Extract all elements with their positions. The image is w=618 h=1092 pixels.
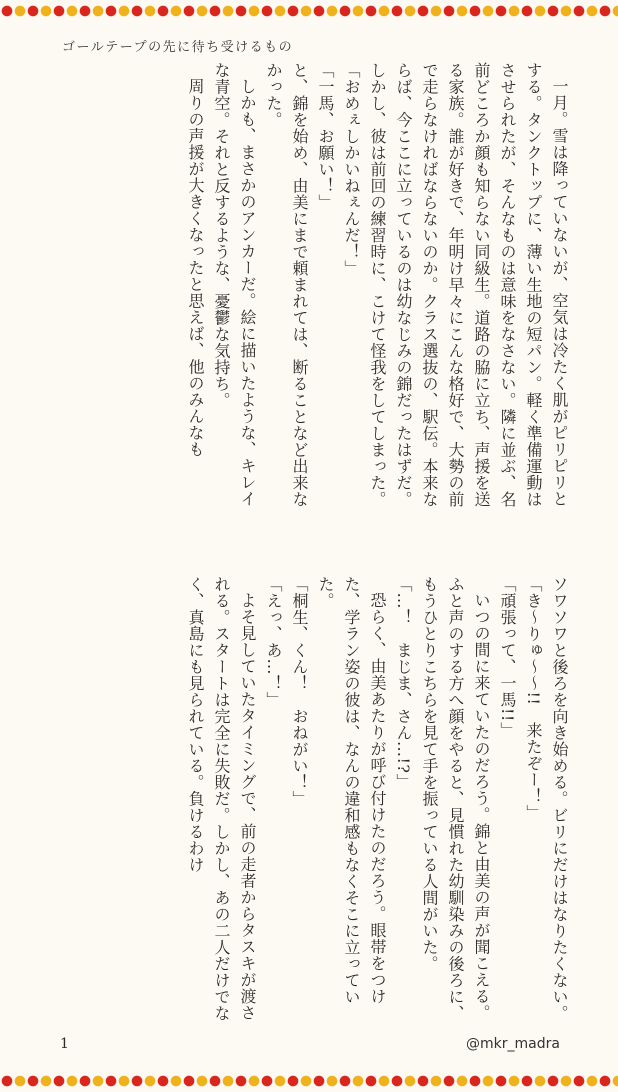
paragraph: 恐らく、由美あたりが呼び付けたのだろう。眼帯をつけた、学ラン姿の彼は、なんの違和感もなくそこに立っていた。	[316, 576, 387, 1005]
paragraph: 周りの声援が大きくなったと思えば、他のみんなも	[186, 78, 205, 458]
top-dot-border	[0, 4, 618, 18]
paragraph: 「おめぇしかいねぇんだ！」	[342, 62, 361, 277]
paragraph: 「頑張って、一馬!!」	[498, 576, 517, 739]
paragraph: 一月。雪は降っていないが、空気は冷たく肌がピリピリとする。タンクトップに、薄い生地の短パン。軽く準備運動はさせられたが、そんなものは意味をなさない。隣に並ぶ、名前どころか顔も知らない同級生。道路の脇に立ち、声援を送る家族。誰が好きで、年明け早々にこんな格好で、大勢の前で走らなければならないのか。クラス選抜の、駅伝。本来ならば、今ここに立っているのは幼なじみの錦だったはずだ。しかし、彼は前回の練習時に、こけて怪我をしてしまった。	[368, 62, 569, 508]
page-number: 1	[60, 1036, 69, 1052]
upper-text-column	[52, 62, 572, 514]
paragraph: 「…！ まじま、さん…!?」	[394, 576, 413, 791]
lower-text-column	[52, 576, 572, 1028]
paragraph: ソワソワと後ろを向き始める。ビリにだけはなりたくない。	[550, 576, 569, 1022]
paragraph: 「桐生、くん！ おねがい！」	[290, 576, 309, 807]
page-title: ゴールテープの先に待ち受けるもの	[62, 40, 294, 55]
bottom-dot-border	[0, 1074, 618, 1088]
paragraph: 「き〜りゅ〜〜!! 来たぞー！」	[524, 576, 543, 821]
author-handle: @mkr_madra	[466, 1036, 560, 1052]
paragraph: 「えっ、あ…！」	[264, 576, 283, 708]
paragraph: よそ見していたタイミングで、前の走者からタスキが渡される。スタートは完全に失敗だ。しかし、あの二人だけでなく、真島にも見られている。負けるわけ	[186, 576, 257, 1022]
paragraph: と、錦を始め、由美にまで頼まれては、断ることなど出来なかった。	[264, 62, 309, 508]
paragraph: いつの間に来ていたのだろう。錦と由美の声が聞こえる。ふと声のする方へ顔をやると、見慣れた幼馴染みの後ろに、もうひとりこちらを見て手を振っている人間がいた。	[420, 576, 491, 1022]
paragraph: しかも、まさかのアンカーだ。絵に描いたような、キレイな青空。それと反するような、憂鬱な気持ち。	[212, 62, 257, 507]
paragraph: 「一馬、お願い！」	[316, 62, 335, 211]
